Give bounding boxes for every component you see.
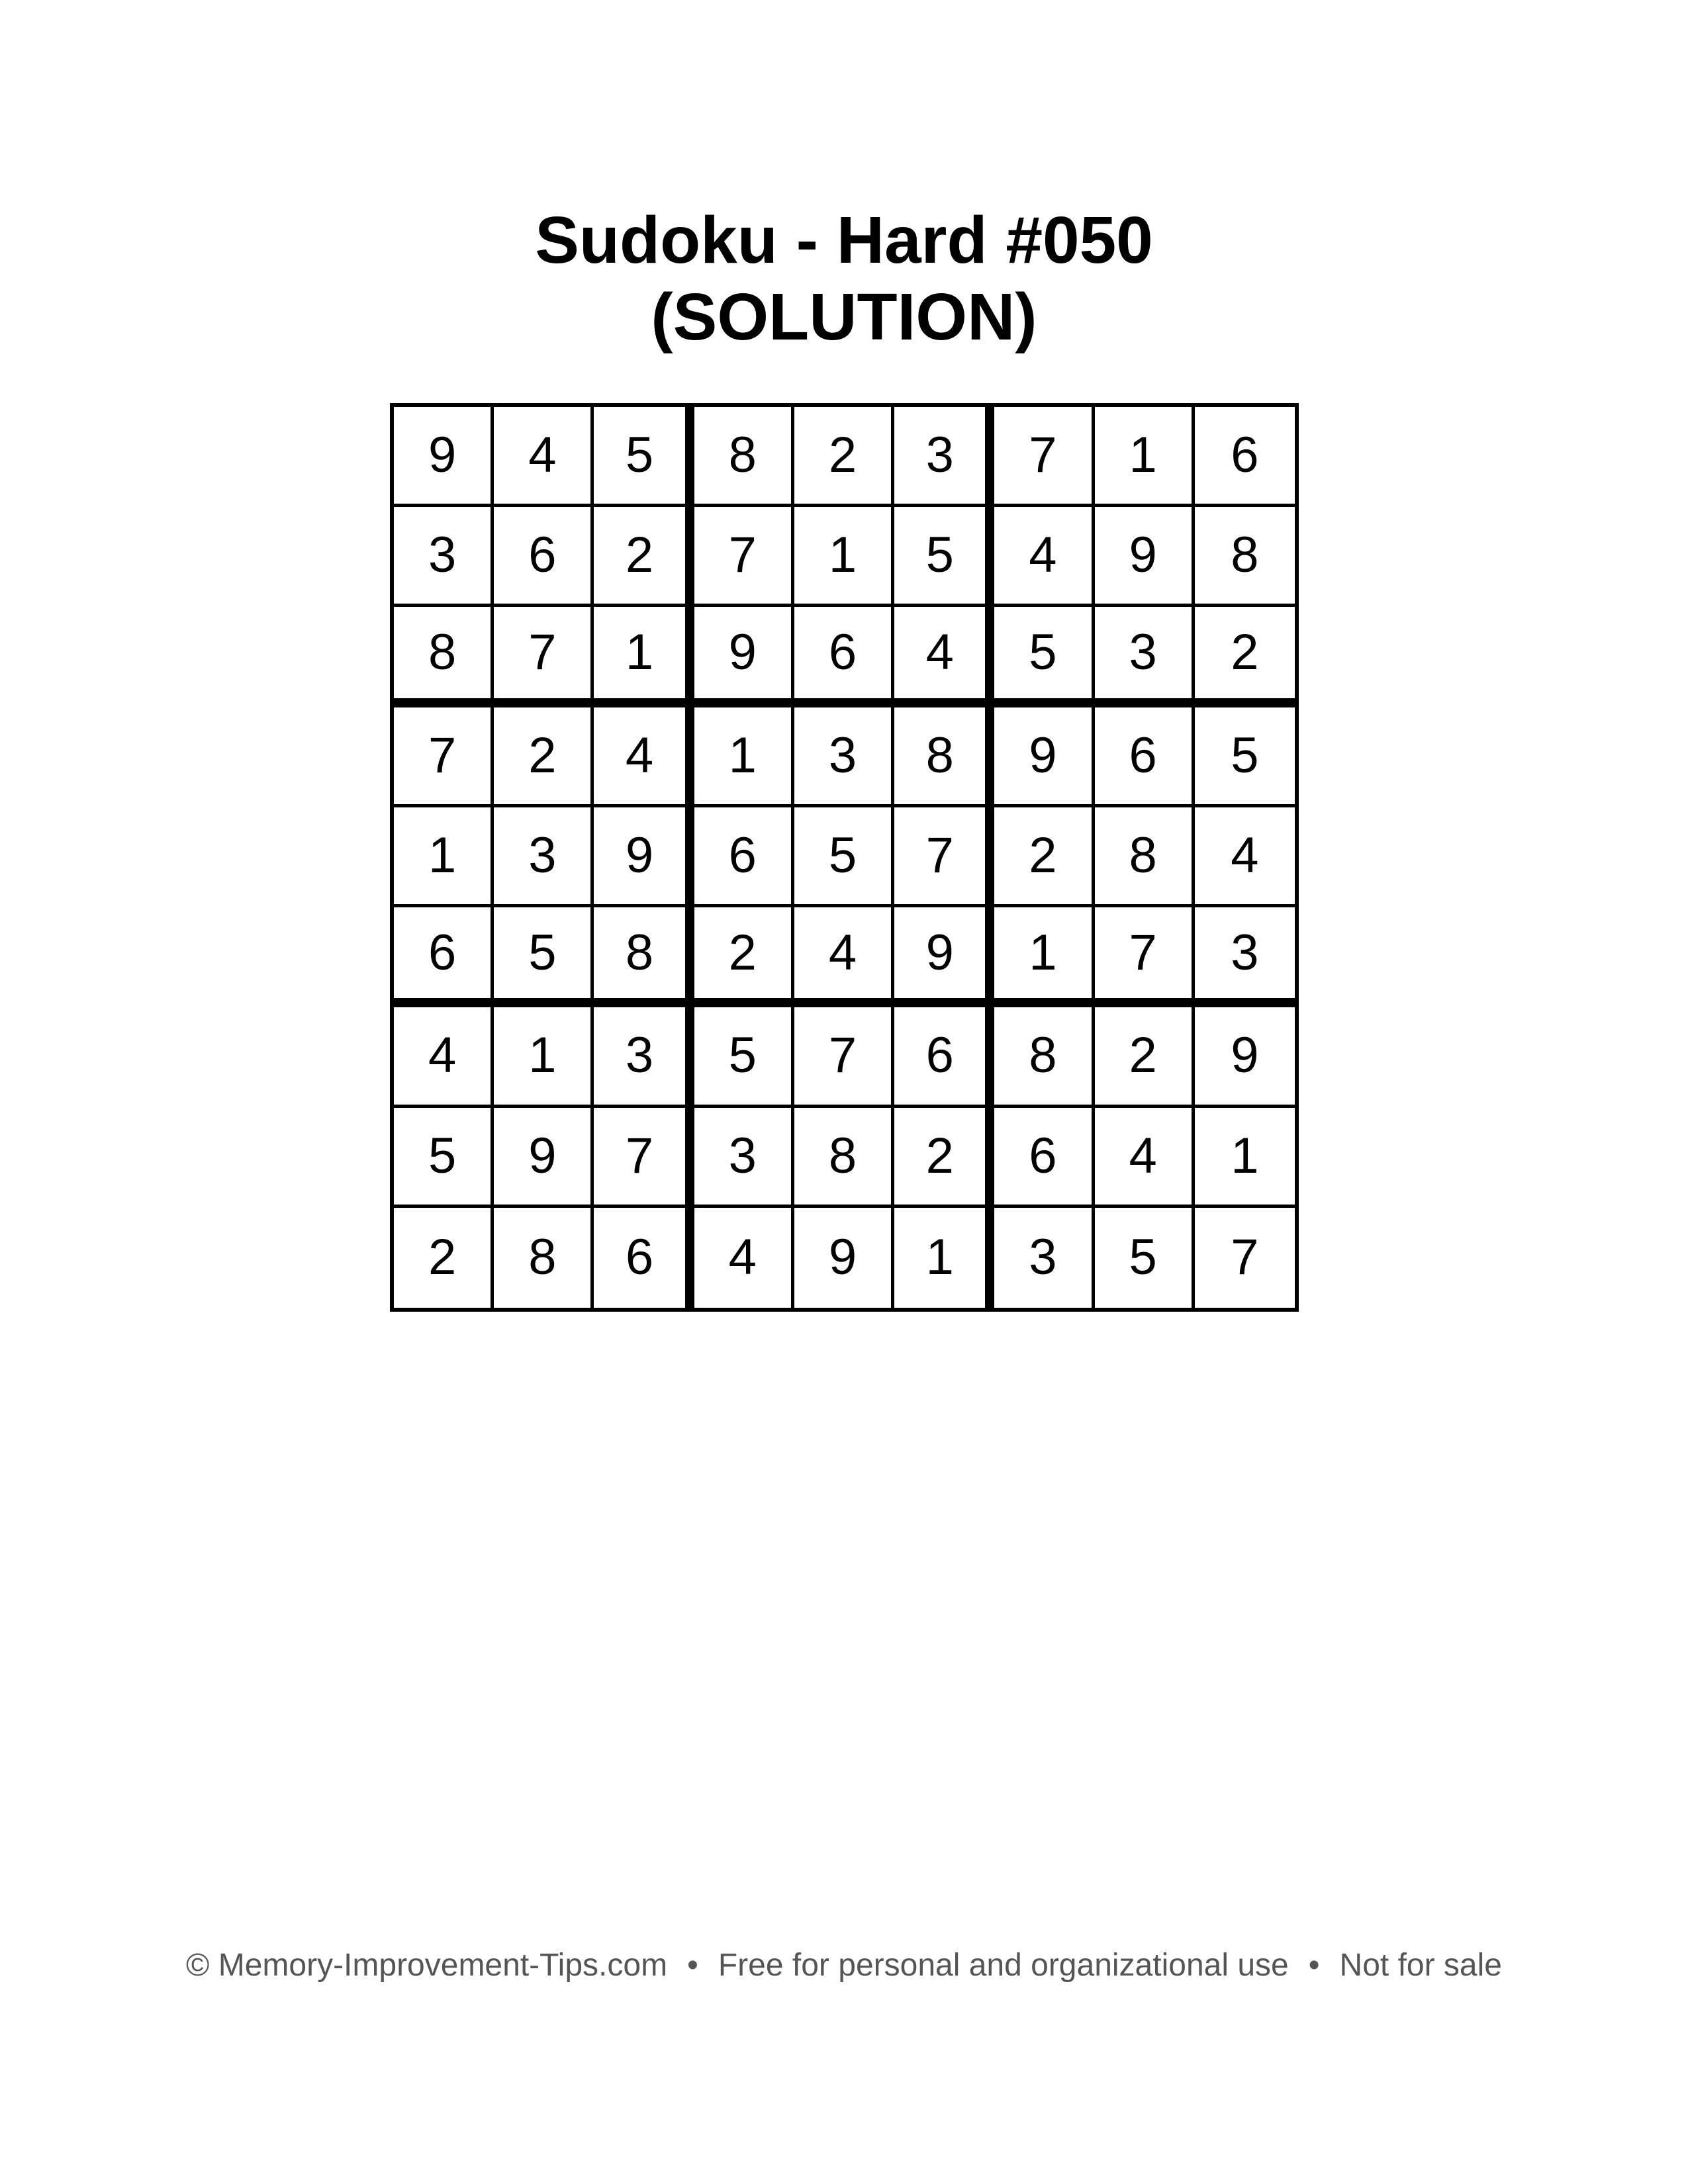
footer-copyright: © Memory-Improvement-Tips.com xyxy=(186,1948,668,1983)
grid-cell-r4-c8: 6 xyxy=(1095,707,1195,807)
grid-cell-r2-c8: 9 xyxy=(1095,507,1195,607)
grid-cell-r9-c6: 1 xyxy=(894,1208,994,1308)
grid-cell-r3-c7: 5 xyxy=(994,607,1094,707)
grid-cell-r2-c2: 6 xyxy=(494,507,594,607)
grid-cell-r4-c7: 9 xyxy=(994,707,1094,807)
grid-cell-r6-c1: 6 xyxy=(394,907,494,1007)
grid-cell-r8-c5: 8 xyxy=(794,1108,894,1208)
grid-cell-r3-c9: 2 xyxy=(1195,607,1295,707)
grid-cell-r6-c4: 2 xyxy=(694,907,794,1007)
grid-cell-r8-c4: 3 xyxy=(694,1108,794,1208)
grid-cell-r9-c7: 3 xyxy=(994,1208,1094,1308)
grid-cell-r8-c6: 2 xyxy=(894,1108,994,1208)
grid-cell-r9-c2: 8 xyxy=(494,1208,594,1308)
grid-cell-r1-c7: 7 xyxy=(994,407,1094,507)
grid-cell-r6-c6: 9 xyxy=(894,907,994,1007)
grid-cell-r1-c3: 5 xyxy=(594,407,694,507)
grid-cell-r2-c5: 1 xyxy=(794,507,894,607)
grid-cell-r4-c9: 5 xyxy=(1195,707,1295,807)
grid-cell-r5-c1: 1 xyxy=(394,807,494,907)
grid-cell-r9-c8: 5 xyxy=(1095,1208,1195,1308)
grid-cell-r1-c4: 8 xyxy=(694,407,794,507)
grid-cell-r4-c2: 2 xyxy=(494,707,594,807)
grid-cell-r7-c1: 4 xyxy=(394,1007,494,1107)
grid-cell-r7-c7: 8 xyxy=(994,1007,1094,1107)
grid-cell-r8-c7: 6 xyxy=(994,1108,1094,1208)
grid-cell-r3-c5: 6 xyxy=(794,607,894,707)
title-line-2: (SOLUTION) xyxy=(651,280,1037,354)
grid-cell-r8-c1: 5 xyxy=(394,1108,494,1208)
grid-cell-r4-c1: 7 xyxy=(394,707,494,807)
grid-cell-r8-c9: 1 xyxy=(1195,1108,1295,1208)
grid-cell-r2-c7: 4 xyxy=(994,507,1094,607)
grid-cell-r8-c8: 4 xyxy=(1095,1108,1195,1208)
grid-cell-r6-c8: 7 xyxy=(1095,907,1195,1007)
page-title xyxy=(0,202,1688,355)
title-line-1: Sudoku - Hard #050 xyxy=(535,203,1153,277)
grid-cell-r8-c3: 7 xyxy=(594,1108,694,1208)
grid-cell-r1-c1: 9 xyxy=(394,407,494,507)
grid-cell-r4-c5: 3 xyxy=(794,707,894,807)
grid-cell-r1-c5: 2 xyxy=(794,407,894,507)
grid-cell-r4-c6: 8 xyxy=(894,707,994,807)
footer xyxy=(0,1946,1688,1985)
grid-cell-r3-c6: 4 xyxy=(894,607,994,707)
grid-cell-r4-c3: 4 xyxy=(594,707,694,807)
grid-cell-r7-c6: 6 xyxy=(894,1007,994,1107)
grid-cell-r3-c4: 9 xyxy=(694,607,794,707)
grid-cell-r5-c6: 7 xyxy=(894,807,994,907)
grid-cell-r5-c8: 8 xyxy=(1095,807,1195,907)
grid-cell-r6-c3: 8 xyxy=(594,907,694,1007)
grid-cell-r1-c2: 4 xyxy=(494,407,594,507)
grid-cell-r7-c4: 5 xyxy=(694,1007,794,1107)
grid-cell-r9-c4: 4 xyxy=(694,1208,794,1308)
grid-cell-r2-c9: 8 xyxy=(1195,507,1295,607)
grid-cell-r1-c8: 1 xyxy=(1095,407,1195,507)
grid-cell-r7-c8: 2 xyxy=(1095,1007,1195,1107)
grid-cell-r5-c5: 5 xyxy=(794,807,894,907)
grid-cell-r6-c2: 5 xyxy=(494,907,594,1007)
grid-cell-r5-c9: 4 xyxy=(1195,807,1295,907)
grid-cell-r5-c3: 9 xyxy=(594,807,694,907)
grid-cell-r9-c5: 9 xyxy=(794,1208,894,1308)
grid-cell-r1-c6: 3 xyxy=(894,407,994,507)
grid-cell-r4-c4: 1 xyxy=(694,707,794,807)
sudoku-grid xyxy=(390,403,1299,1312)
footer-separator-2: • xyxy=(1308,1948,1320,1983)
footer-separator-1: • xyxy=(687,1948,698,1983)
grid-cell-r6-c5: 4 xyxy=(794,907,894,1007)
footer-usage: Free for personal and organizational use xyxy=(718,1948,1289,1983)
grid-cell-r3-c8: 3 xyxy=(1095,607,1195,707)
grid-cell-r9-c9: 7 xyxy=(1231,1229,1259,1286)
grid-cell-r7-c9: 9 xyxy=(1195,1007,1295,1107)
grid-cell-r7-c2: 1 xyxy=(494,1007,594,1107)
grid-cell-r2-c1: 3 xyxy=(394,507,494,607)
grid-cell-r3-c2: 7 xyxy=(494,607,594,707)
grid-cell-r2-c3: 2 xyxy=(594,507,694,607)
grid-cell-r7-c3: 3 xyxy=(594,1007,694,1107)
grid-cell-r5-c2: 3 xyxy=(494,807,594,907)
grid-cell-r9-c3: 6 xyxy=(594,1208,694,1308)
grid-cell-r2-c4: 7 xyxy=(694,507,794,607)
grid-cell-r5-c4: 6 xyxy=(694,807,794,907)
grid-cell-r3-c3: 1 xyxy=(594,607,694,707)
grid-cell-r7-c5: 7 xyxy=(794,1007,894,1107)
grid-cell-r6-c9: 3 xyxy=(1195,907,1295,1007)
grid-cell-r6-c7: 1 xyxy=(994,907,1094,1007)
grid-cell-r5-c7: 2 xyxy=(994,807,1094,907)
grid-cell-r2-c6: 5 xyxy=(894,507,994,607)
grid-cell-r9-c1: 2 xyxy=(394,1208,494,1308)
grid-cell-r1-c9: 6 xyxy=(1195,407,1295,507)
footer-sale: Not for sale xyxy=(1339,1948,1502,1983)
grid-cell-r3-c1: 8 xyxy=(394,607,494,707)
grid-cell-r8-c2: 9 xyxy=(494,1108,594,1208)
